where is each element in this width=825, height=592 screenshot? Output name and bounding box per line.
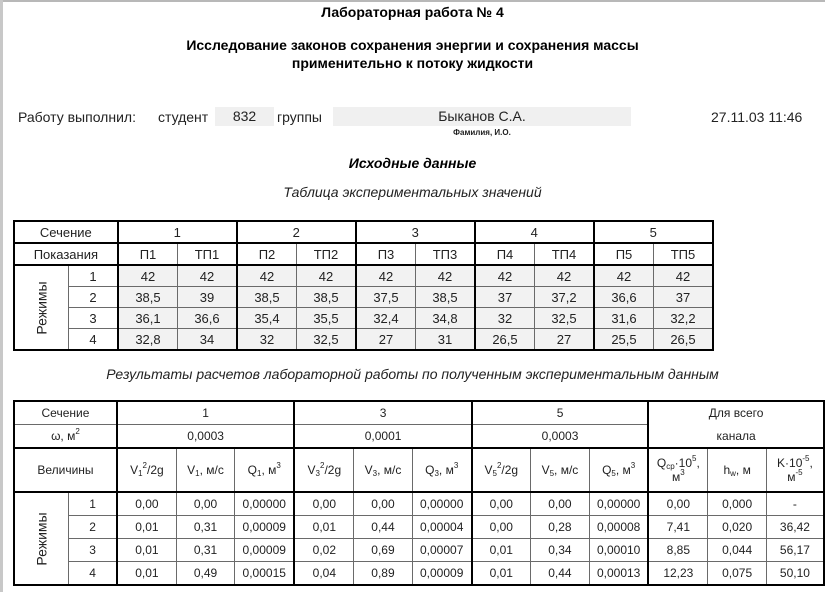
header-subscript: w [730, 469, 736, 478]
header-text: , [809, 456, 813, 470]
column-header: П1 [118, 243, 178, 265]
section-header: 2 [237, 221, 356, 243]
header-subscript: 5 [549, 469, 555, 478]
cell-value: 0,01 [117, 562, 176, 586]
cell-value: 0,01 [472, 562, 531, 586]
column-header [590, 448, 649, 492]
header-superscript: 5 [692, 454, 697, 463]
header-text: , м/с [199, 463, 224, 477]
cell-value: 50,10 [766, 562, 824, 586]
column-header-line1 [354, 463, 411, 477]
column-header: ТП1 [178, 243, 237, 265]
header-subscript: 3 [434, 469, 439, 478]
cell-value: 35,4 [237, 308, 297, 329]
column-header [648, 448, 708, 492]
header-superscript: 3 [276, 461, 281, 470]
cell-value: 0,01 [117, 539, 176, 562]
header-symbol: Q [247, 463, 257, 477]
omega-value: 0,0003 [472, 425, 648, 449]
cell-value: 0,89 [354, 562, 412, 586]
table-row [14, 287, 713, 308]
mode-number: 2 [69, 516, 117, 539]
page-title: Лабораторная работа № 4 [321, 4, 504, 20]
mode-number: 1 [69, 265, 118, 287]
cell-value: 36,6 [594, 287, 654, 308]
cell-value: 0,28 [530, 516, 589, 539]
cell-value: 42 [297, 265, 356, 287]
cell-value: 0,00009 [412, 562, 472, 586]
column-header-line1 [708, 463, 765, 477]
cell-value: 0,00 [472, 492, 531, 516]
cell-value: 0,00000 [235, 492, 295, 516]
cell-value: 0,00 [472, 516, 531, 539]
cell-value: 38,5 [118, 287, 178, 308]
cell-value: 0,00 [354, 492, 412, 516]
cell-value: 0,075 [708, 562, 766, 586]
header-subscript: 1 [257, 469, 262, 478]
header-subscript: 3 [315, 469, 320, 478]
mode-number: 4 [69, 562, 117, 586]
header-symbol: h [723, 463, 731, 477]
table-row [14, 308, 713, 329]
column-header [294, 448, 353, 492]
mode-number: 1 [69, 492, 117, 516]
mode-number: 2 [69, 287, 118, 308]
header-symbol: V [364, 463, 373, 477]
column-header-line1 [295, 463, 353, 477]
cell-value: 0,34 [530, 539, 589, 562]
header-text: , м [261, 463, 277, 477]
header-superscript: 3 [680, 468, 685, 477]
group-number-field: 832 [215, 107, 274, 126]
mode-number: 3 [69, 308, 118, 329]
column-header-line1 [531, 463, 589, 477]
initial-data-heading: Исходные данные [348, 155, 477, 171]
header-superscript: -5 [795, 468, 803, 477]
table-row [14, 562, 824, 586]
omega-label [14, 425, 117, 449]
section-header: 3 [356, 221, 475, 243]
table-row [14, 516, 824, 539]
cell-value: 0,31 [176, 516, 234, 539]
column-header: ТП5 [654, 243, 713, 265]
cell-value: 38,5 [416, 287, 475, 308]
cell-value: 0,02 [294, 539, 353, 562]
header-text: /2g [324, 463, 342, 477]
cell-value: 26,5 [654, 329, 713, 351]
column-header [530, 448, 589, 492]
cell-value: 0,00009 [235, 516, 295, 539]
cell-value: 0,00 [530, 492, 589, 516]
cell-value: 0,00009 [235, 539, 295, 562]
header-text: ·10 [674, 456, 693, 470]
whole-channel-line1: Для всего [648, 401, 824, 425]
header-text: , м/с [554, 463, 579, 477]
datetime: 27.11.03 11:46 [711, 109, 803, 125]
header-symbol: V [187, 463, 196, 477]
cell-value: 34 [178, 329, 237, 351]
cell-value: 0,01 [294, 516, 353, 539]
header-superscript: 2 [142, 461, 147, 470]
header-symbol: Q [656, 456, 667, 470]
cell-value: 0,00000 [590, 492, 649, 516]
column-header: П5 [594, 243, 654, 265]
header-text: , м/с [377, 463, 402, 477]
cell-value: 0,00008 [590, 516, 649, 539]
cell-value: 42 [654, 265, 713, 287]
cell-value: 36,1 [118, 308, 178, 329]
modes-label-text: Режимы [33, 280, 50, 335]
section-header: 1 [118, 221, 237, 243]
cell-value: 32 [475, 308, 535, 329]
column-header-line2 [767, 470, 823, 484]
header-symbol: K·10 [777, 456, 803, 470]
table-row [14, 265, 713, 287]
header-symbol: V [307, 463, 316, 477]
cell-value: 0,31 [176, 539, 234, 562]
header-superscript: 3 [453, 461, 459, 470]
student-name-field: Быканов С.А. [333, 107, 631, 126]
header-text: , м [438, 463, 454, 477]
column-header [766, 448, 824, 492]
cell-value: 0,00004 [412, 516, 472, 539]
cell-value: 27 [356, 329, 416, 351]
cell-value: 0,01 [472, 539, 531, 562]
cell-value: 0,00007 [412, 539, 472, 562]
modes-label [14, 492, 69, 585]
cell-value: 0,01 [117, 516, 176, 539]
cell-value: 0,000 [708, 492, 766, 516]
header-subscript: 1 [195, 469, 200, 478]
cell-value: 36,6 [178, 308, 237, 329]
cell-value: 0,44 [354, 516, 412, 539]
cell-value: 32,2 [654, 308, 713, 329]
whole-channel-line2: канала [648, 425, 824, 449]
cell-value: 0,44 [530, 562, 589, 586]
cell-value: 7,41 [648, 516, 708, 539]
column-header-line1 [118, 463, 176, 477]
cell-value: 31 [416, 329, 475, 351]
page-subtitle-line2: применительно к потоку жидкости [291, 55, 534, 71]
cell-value: 0,020 [708, 516, 766, 539]
column-header [412, 448, 472, 492]
column-header-line1 [235, 463, 293, 477]
cell-value: 0,00 [117, 492, 176, 516]
window-top-border [0, 0, 825, 2]
header-symbol: V [484, 463, 493, 477]
column-header-line1 [590, 463, 647, 477]
omega-sup: 2 [75, 427, 80, 436]
column-header-line1 [649, 456, 707, 470]
section-header: 3 [294, 401, 471, 425]
omega-value: 0,0001 [294, 425, 471, 449]
name-caption: Фамилия, И.О. [453, 128, 511, 137]
page-subtitle-line1: Исследование законов сохранения энергии и сохранения массы [186, 37, 639, 53]
column-header [235, 448, 295, 492]
column-header [354, 448, 412, 492]
cell-value: 31,6 [594, 308, 654, 329]
header-text: , [696, 456, 700, 470]
readings-label: Показания [14, 243, 118, 265]
header-superscript: -5 [802, 454, 810, 463]
header-subscript: 3 [372, 469, 378, 478]
column-header-line1 [473, 463, 530, 477]
header-unit: м [672, 470, 681, 484]
header-symbol: Q [602, 463, 612, 477]
mode-number: 3 [69, 539, 117, 562]
column-header [176, 448, 234, 492]
column-header: П3 [356, 243, 416, 265]
cell-value: 0,00013 [590, 562, 649, 586]
header-superscript: 2 [496, 461, 502, 470]
header-symbol: V [130, 463, 139, 477]
header-subscript: 5 [611, 469, 616, 478]
cell-value: 42 [178, 265, 237, 287]
section-label: Сечение [14, 221, 118, 243]
cell-value: 0,00 [176, 492, 234, 516]
cell-value: 32 [237, 329, 297, 351]
cell-value: 34,8 [416, 308, 475, 329]
cell-value: 42 [535, 265, 594, 287]
cell-value: 38,5 [297, 287, 356, 308]
cell-value: 8,85 [648, 539, 708, 562]
cell-value: 42 [416, 265, 475, 287]
window-left-border [0, 0, 3, 592]
cell-value: 26,5 [475, 329, 535, 351]
cell-value: 39 [178, 287, 237, 308]
cell-value: 42 [594, 265, 654, 287]
modes-label-text: Режимы [33, 511, 50, 566]
results-title: Результаты расчетов лабораторной работы по полученным экспериментальным данным [106, 366, 719, 382]
cell-value: 37 [654, 287, 713, 308]
cell-value: 42 [237, 265, 297, 287]
header-subscript: 5 [492, 469, 497, 478]
cell-value: 0,00 [648, 492, 708, 516]
cell-value: 36,42 [766, 516, 824, 539]
cell-value: 38,5 [237, 287, 297, 308]
header-unit: м [787, 470, 796, 484]
cell-value: 0,00000 [412, 492, 472, 516]
group-label: группы [277, 109, 322, 125]
section-label: Сечение [14, 401, 117, 425]
column-header: ТП4 [535, 243, 594, 265]
cell-value: 42 [356, 265, 416, 287]
cell-value: 0,00 [294, 492, 353, 516]
column-header: ТП2 [297, 243, 356, 265]
table-row [14, 539, 824, 562]
header-text: /2g [147, 463, 164, 477]
header-text: , м [735, 463, 751, 477]
cell-value: 32,5 [535, 308, 594, 329]
section-header: 1 [117, 401, 294, 425]
column-header: ТП3 [416, 243, 475, 265]
section-header: 5 [594, 221, 713, 243]
cell-value: 42 [118, 265, 178, 287]
header-superscript: 3 [630, 461, 636, 470]
cell-value: 32,5 [297, 329, 356, 351]
cell-value: 37,5 [356, 287, 416, 308]
section-header: 4 [475, 221, 594, 243]
cell-value: 0,49 [176, 562, 234, 586]
cell-value: 0,69 [354, 539, 412, 562]
cell-value: 56,17 [766, 539, 824, 562]
exp-table-title: Таблица экспериментальных значений [283, 184, 542, 200]
column-header: П4 [475, 243, 535, 265]
cell-value: 27 [535, 329, 594, 351]
header-subscript: ср [666, 462, 675, 471]
quantities-label: Величины [14, 448, 117, 492]
student-label: студент [158, 109, 209, 125]
cell-value: 35,5 [297, 308, 356, 329]
header-superscript: 2 [320, 461, 325, 470]
column-header [472, 448, 531, 492]
modes-label [14, 265, 69, 350]
cell-value: 25,5 [594, 329, 654, 351]
cell-value: 0,04 [294, 562, 353, 586]
cell-value: 32,4 [356, 308, 416, 329]
header-text: /2g [501, 463, 519, 477]
cell-value: 42 [475, 265, 535, 287]
table-row [14, 329, 713, 351]
column-header-line2 [649, 470, 707, 484]
cell-value: 32,8 [118, 329, 178, 351]
cell-value: 37,2 [535, 287, 594, 308]
mode-number: 4 [69, 329, 118, 351]
column-header-line1 [177, 463, 234, 477]
column-header [708, 448, 766, 492]
cell-value: 0,00010 [590, 539, 649, 562]
header-symbol: Q [425, 463, 435, 477]
table-row [14, 492, 824, 516]
header-subscript: 1 [138, 469, 143, 478]
omega-text: ω, м [51, 429, 76, 443]
cell-value: 37 [475, 287, 535, 308]
header-text: , м [615, 463, 631, 477]
column-header: П2 [237, 243, 297, 265]
section-header: 5 [472, 401, 648, 425]
column-header-line1 [413, 463, 471, 477]
cell-value: 0,044 [708, 539, 766, 562]
cell-value: 0,00015 [235, 562, 295, 586]
cell-value: 12,23 [648, 562, 708, 586]
performed-by-label: Работу выполнил: [18, 109, 136, 125]
cell-value: - [766, 492, 824, 516]
results-table [13, 400, 825, 586]
experimental-values-table [13, 220, 714, 351]
header-symbol: V [541, 463, 550, 477]
omega-value: 0,0003 [117, 425, 294, 449]
column-header [117, 448, 176, 492]
